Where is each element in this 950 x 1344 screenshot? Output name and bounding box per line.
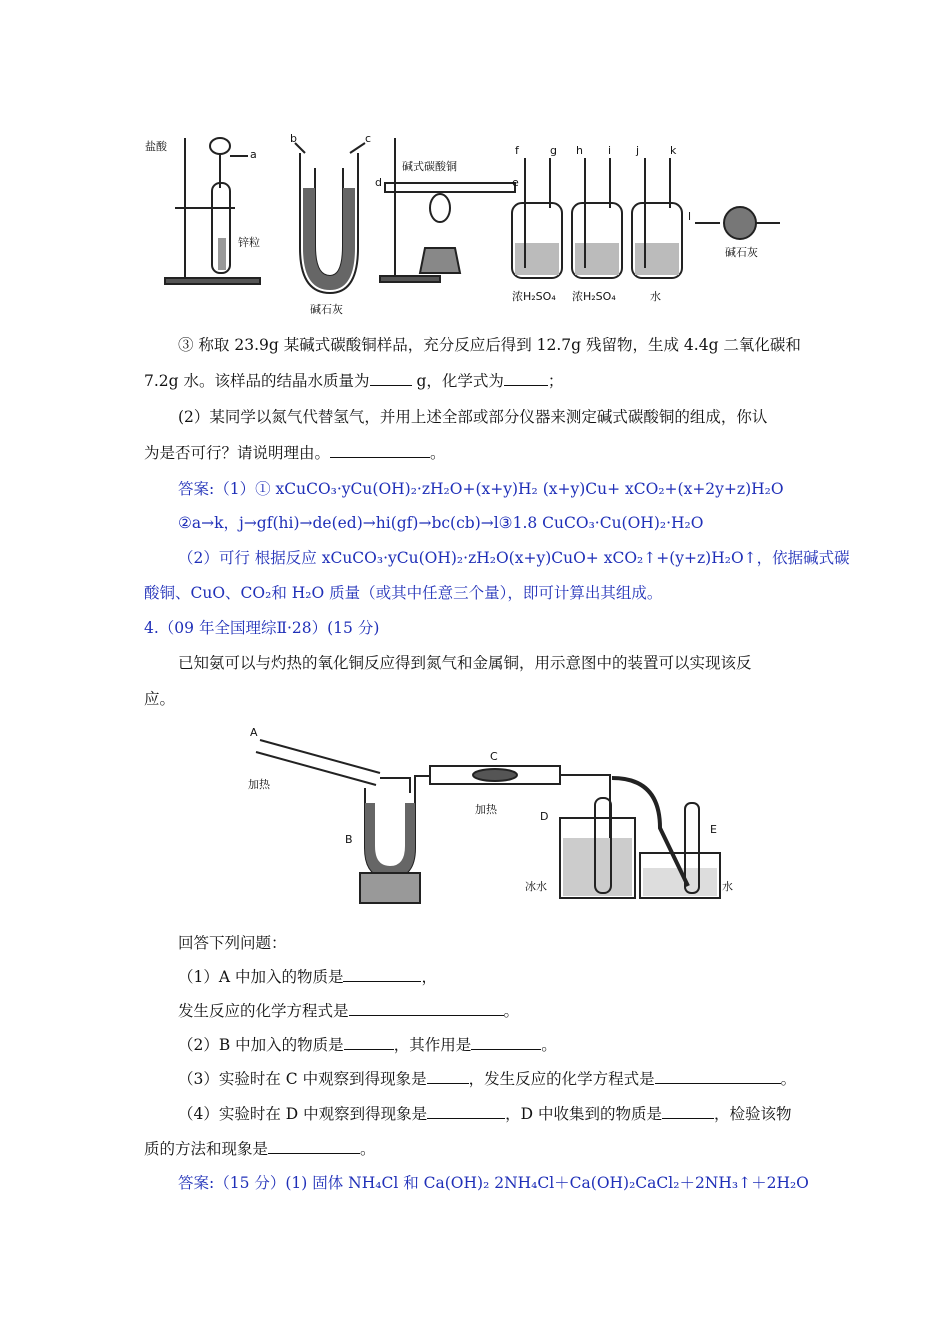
blank-test-method — [268, 1139, 360, 1154]
q4-2-text2: ，其作用是 — [393, 1036, 472, 1054]
question4-heading: 4.（09 年全国理综Ⅱ·28）(15 分) — [144, 619, 380, 637]
port-c: c — [365, 132, 372, 145]
port-i: i — [608, 144, 612, 157]
q4-4-line2 — [144, 1138, 376, 1160]
label-soda-lime-tube: 碱石灰 — [725, 246, 758, 259]
label-heat-1: 加热 — [248, 778, 270, 791]
q3-part3-text1: 7.2g 水。该样品的结晶水质量为 — [144, 372, 370, 390]
q4-prompt: 回答下列问题： — [178, 934, 287, 952]
label-a: A — [250, 726, 258, 739]
q4-intro-line2: 应。 — [144, 690, 176, 708]
q4-4-text3: ，检验该物 — [714, 1105, 792, 1123]
q4-3-line — [178, 1068, 796, 1090]
blank-reason — [330, 443, 430, 458]
q3-part2-line1: (2）某同学以氮气代替氢气，并用上述全部或部分仪器来测定碱式碳酸铜的组成，你认 — [178, 408, 768, 426]
q4-4-text1: （4）实验时在 D 中观察到得现象是 — [178, 1105, 428, 1123]
q4-1-line1 — [178, 966, 437, 988]
q4-3-text1: （3）实验时在 C 中观察到得现象是 — [178, 1070, 427, 1088]
port-j: j — [636, 144, 640, 157]
q4-3-text2: ，发生反应的化学方程式是 — [468, 1070, 655, 1088]
q4-2-text1: （2）B 中加入的物质是 — [178, 1036, 344, 1054]
q3-part2-line2 — [144, 442, 446, 464]
answer4-line1: 答案:（15 分）(1) 固体 NH₄Cl 和 Ca(OH)₂ 2NH₄Cl＋Ca(OH)₂CaCl₂＋2NH₃↑＋2H₂O — [178, 1174, 809, 1192]
label-e: E — [710, 823, 717, 836]
answer3-line2: ②a→k，j→gf(hi)→de(ed)→hi(gf)→bc(cb)→l③1.8 CuCO₃·Cu(OH)₂·H₂O — [178, 514, 704, 532]
q3-part3-text2: g，化学式为 — [411, 372, 504, 390]
q3-part3-text3: ； — [547, 372, 564, 390]
port-l: l — [688, 210, 692, 223]
label-water: 水 — [650, 290, 661, 303]
label-conc-h2so4-1: 浓H₂SO₄ — [512, 290, 556, 303]
blank-d-collected — [662, 1104, 714, 1119]
q3-part3-line1: ③ 称取 23.9g 某碱式碳酸铜样品，充分反应后得到 12.7g 残留物，生成 4.4g 二氧化碳和 — [178, 336, 801, 354]
label-hcl: 盐酸 — [145, 140, 167, 153]
q4-4-text2: ，D 中收集到的物质是 — [505, 1105, 663, 1123]
port-f: f — [515, 144, 519, 157]
q4-4b-text1: 质的方法和现象是 — [144, 1140, 269, 1158]
q4-intro-line1: 已知氨可以与灼热的氧化铜反应得到氮气和金属铜，用示意图中的装置可以实现该反 — [178, 654, 752, 672]
blank-a-equation — [349, 1001, 504, 1016]
q3-part2-text2: 。 — [430, 444, 446, 462]
label-basic-copper-carbonate: 碱式碳酸铜 — [402, 160, 457, 173]
q4-4-line1 — [178, 1103, 792, 1125]
answer3-line4: 酸铜、CuO、CO₂和 H₂O 质量（或其中任意三个量），即可计算出其组成。 — [144, 584, 663, 602]
q4-1-line2 — [178, 1000, 519, 1022]
q4-1b-text1: 发生反应的化学方程式是 — [178, 1002, 349, 1020]
answer3-line1: 答案:（1）① xCuCO₃·yCu(OH)₂·zH₂O+(x+y)H₂ (x+y)Cu+ xCO₂+(x+2y+z)H₂O — [178, 480, 784, 498]
port-k: k — [670, 144, 677, 157]
blank-a-substance — [343, 967, 421, 982]
blank-c-equation — [655, 1069, 781, 1084]
label-ice-water: 冰水 — [525, 880, 547, 893]
label-soda-lime-u: 碱石灰 — [310, 303, 343, 316]
q4-4b-text2: 。 — [360, 1140, 376, 1158]
q4-2-text3: 。 — [541, 1036, 557, 1054]
blank-b-purpose — [471, 1035, 541, 1050]
label-conc-h2so4-2: 浓H₂SO₄ — [572, 290, 616, 303]
label-zinc: 锌粒 — [238, 236, 260, 249]
port-a: a — [250, 148, 257, 161]
apparatus-figure-2 — [240, 718, 740, 908]
blank-c-phenomenon — [427, 1069, 469, 1084]
label-water-2: 水 — [722, 880, 733, 893]
q4-1-text2: ， — [421, 968, 437, 986]
port-g: g — [550, 144, 557, 157]
port-d: d — [375, 176, 382, 189]
blank-crystal-water — [370, 371, 412, 386]
label-heat-2: 加热 — [475, 803, 497, 816]
label-c: C — [490, 750, 498, 763]
label-d: D — [540, 810, 549, 823]
q3-part2-text1: 为是否可行？请说明理由。 — [144, 444, 331, 462]
q4-3-text3: 。 — [780, 1070, 797, 1088]
port-e: e — [512, 176, 519, 189]
label-b: B — [345, 833, 353, 846]
q4-1b-text2: 。 — [503, 1002, 520, 1020]
port-h: h — [576, 144, 583, 157]
q4-2-line — [178, 1034, 557, 1056]
q3-part3-line2 — [144, 370, 563, 392]
q4-1-text1: （1）A 中加入的物质是 — [178, 968, 344, 986]
apparatus-figure-1 — [140, 128, 800, 318]
blank-d-phenomenon — [427, 1104, 505, 1119]
blank-b-substance — [344, 1035, 394, 1050]
answer3-line3: （2）可行 根据反应 xCuCO₃·yCu(OH)₂·zH₂O(x+y)CuO+ xCO₂↑+(y+z)H₂O↑，依据碱式碳 — [178, 549, 850, 567]
blank-formula — [504, 371, 548, 386]
port-b: b — [290, 132, 297, 145]
